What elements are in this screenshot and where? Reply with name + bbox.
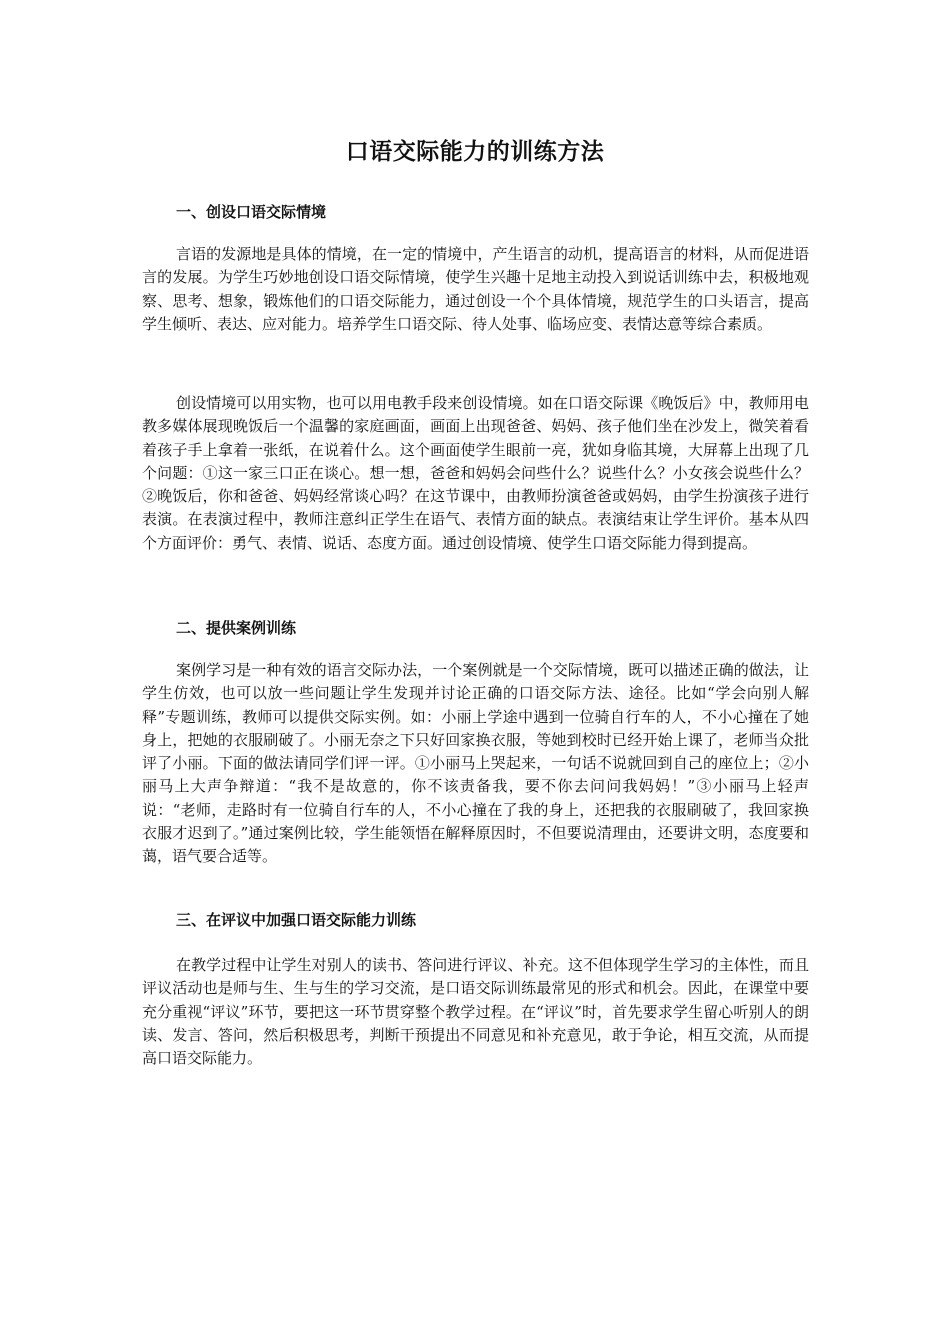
document-title: 口语交际能力的训练方法 <box>345 139 605 165</box>
section-2-paragraph-1: 案例学习是一种有效的语言交际办法，一个案例就是一个交际情境，既可以描述正确的做法，让学生仿效，也可以放一些问题让学生发现并讨论正确的口语交际方法、途径。比如“学会向别人解释”专题训练，教师可以提供交际实例。如：小丽上学途中遇到一位骑自行车的人，不小心撞在了她身上，把她的衣服刷破了。小丽无奈之下只好回家换衣服，等她到校时已经开始上课了，老师当众批评了小丽。下面的做法请同学们评一评。①小丽马上哭起来，一句话不说就回到自己的座位上；②小丽马上大声争辩道：“我不是故意的，你不该责备我，要不你去问问我妈妈！”③小丽马上轻声说：“老师，走路时有一位骑自行车的人，不小心撞在了我的身上，还把我的衣服刷破了，我回家换衣服才迟到了。”通过案例比较，学生能领悟在解释原因时，不但要说清理由，还要讲文明，态度要和蔼，语气要合适等。 <box>142 661 809 866</box>
section-heading-1: 一、创设口语交际情境 <box>176 203 327 221</box>
section-heading-2: 二、提供案例训练 <box>176 619 297 637</box>
section-1-paragraph-2: 创设情境可以用实物，也可以用电教手段来创设情境。如在口语交际课《晚饭后》中，教师用电教多媒体展现晚饭后一个温馨的家庭画面，画面上出现爸爸、妈妈、孩子他们坐在沙发上，微笑着看着孩子手上拿着一张纸，在说着什么。这个画面使学生眼前一亮，犹如身临其境，大屏幕上出现了几个问题：①这一家三口正在谈心。想一想，爸爸和妈妈会问些什么？说些什么？小女孩会说些什么？②晚饭后，你和爸爸、妈妈经常谈心吗？在这节课中，由教师扮演爸爸或妈妈，由学生扮演孩子进行表演。在表演过程中，教师注意纠正学生在语气、表情方面的缺点。表演结束让学生评价。基本从四个方面评价：勇气、表情、说话、态度方面。通过创设情境、使学生口语交际能力得到提高。 <box>142 394 809 552</box>
section-1-paragraph-1: 言语的发源地是具体的情境，在一定的情境中，产生语言的动机，提高语言的材料，从而促进语言的发展。为学生巧妙地创设口语交际情境，使学生兴趣十足地主动投入到说话训练中去，积极地观察、思考、想象，锻炼他们的口语交际能力，通过创设一个个具体情境，规范学生的口头语言，提高学生倾听、表达、应对能力。培养学生口语交际、待人处事、临场应变、表情达意等综合素质。 <box>142 245 809 333</box>
section-heading-3: 三、在评议中加强口语交际能力训练 <box>176 911 417 929</box>
section-3-paragraph-1: 在教学过程中让学生对别人的读书、答问进行评议、补充。这不但体现学生学习的主体性，而且评议活动也是师与生、生与生的学习交流，是口语交际训练最常见的形式和机会。因此，在课堂中要充分重视“评议”环节，要把这一环节贯穿整个教学过程。在“评议”时，首先要求学生留心听别人的朗读、发言、答问，然后积极思考，判断干预提出不同意见和补充意见，敢于争论，相互交流，从而提高口语交际能力。 <box>142 956 809 1068</box>
